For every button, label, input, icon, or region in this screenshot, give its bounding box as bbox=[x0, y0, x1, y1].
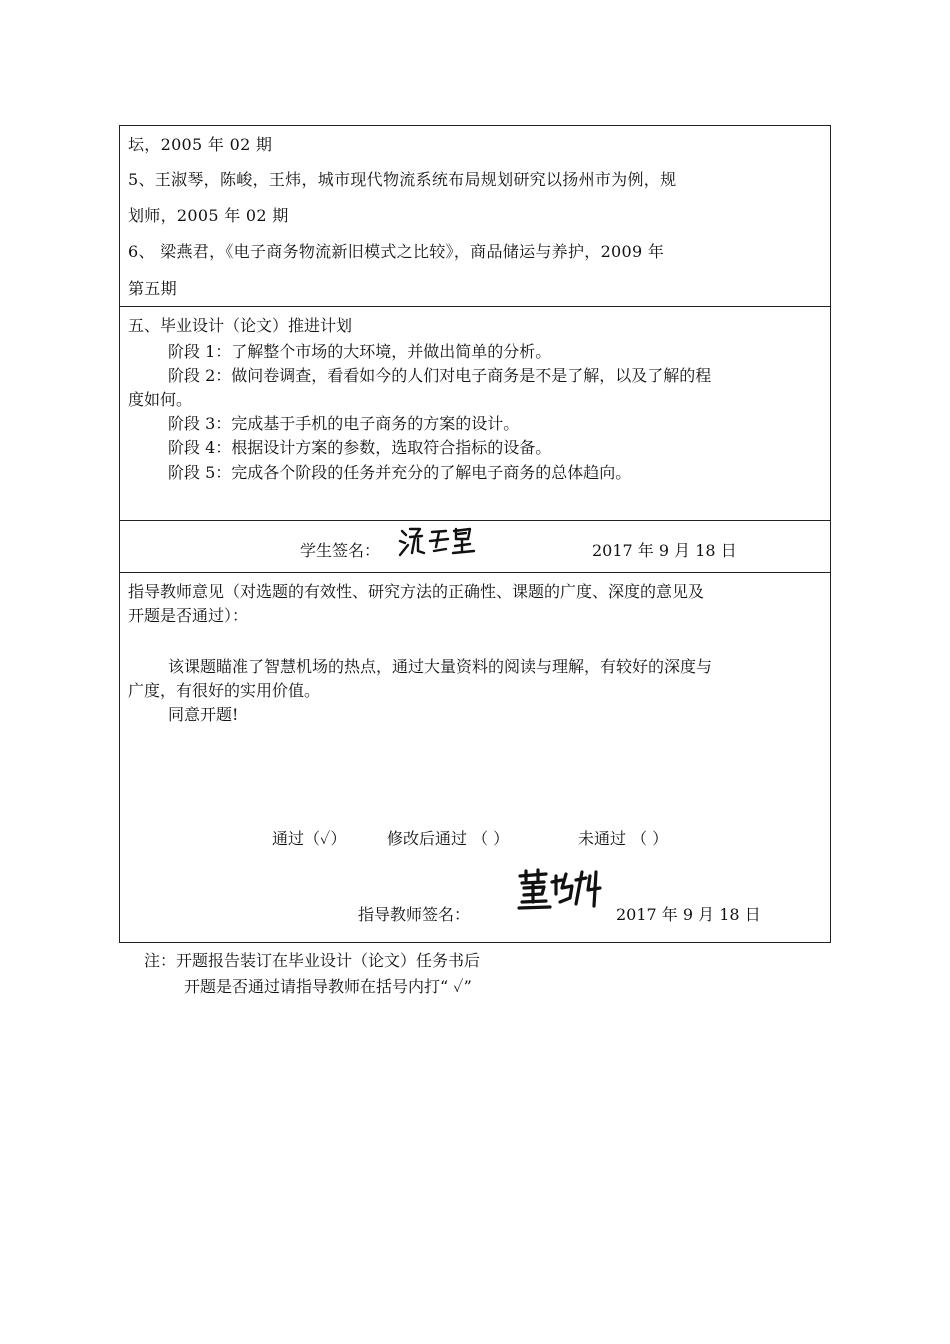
advisor-opinion-text: 广度，有很好的实用价值。 bbox=[128, 681, 321, 700]
plan-stage-line: 度如何。 bbox=[128, 390, 193, 409]
student-sign-label: 学生签名： bbox=[300, 541, 381, 560]
student-signature-image bbox=[396, 523, 480, 559]
advisor-opinion-text: 该课题瞄准了智慧机场的热点，通过大量资料的阅读与理解，有较好的深度与 bbox=[168, 657, 713, 676]
reference-line: 坛，2005 年 02 期 bbox=[128, 135, 273, 154]
advisor-signature-image bbox=[516, 868, 608, 912]
student-sign-date: 2017 年 9 月 18 日 bbox=[592, 541, 737, 560]
plan-stage-line: 阶段 4：根据设计方案的参数，选取符合指标的设备。 bbox=[168, 438, 552, 457]
references-section bbox=[120, 126, 830, 307]
footnote-line: 开题是否通过请指导教师在括号内打“ ✓” bbox=[184, 977, 472, 996]
advisor-sign-label: 指导教师签名： bbox=[358, 905, 471, 924]
advisor-prompt: 指导教师意见（对选题的有效性、研究方法的正确性、课题的广度、深度的意见及 bbox=[128, 582, 705, 601]
plan-section bbox=[120, 307, 830, 521]
option-revise: 修改后通过 （ ） bbox=[387, 829, 510, 848]
reference-line: 6、 梁燕君，《电子商务物流新旧模式之比较》，商品储运与养护，2009 年 bbox=[128, 242, 665, 261]
plan-stage-line: 阶段 2：做问卷调查，看看如今的人们对电子商务是不是了解，以及了解的程 bbox=[168, 366, 712, 385]
footnote-line: 注：开题报告装订在毕业设计（论文）任务书后 bbox=[144, 951, 481, 970]
report-form-table bbox=[119, 125, 831, 943]
plan-stage-line: 阶段 1：了解整个市场的大环境，并做出简单的分析。 bbox=[168, 342, 552, 361]
reference-line: 划师，2005 年 02 期 bbox=[128, 206, 289, 225]
option-fail: 未通过 （ ） bbox=[578, 829, 669, 848]
plan-heading: 五、毕业设计（论文）推进计划 bbox=[128, 316, 353, 335]
advisor-prompt: 开题是否通过）： bbox=[128, 606, 249, 625]
student-signature-row bbox=[120, 521, 830, 573]
option-pass: 通过（✓） bbox=[272, 829, 347, 848]
plan-stage-line: 阶段 5：完成各个阶段的任务并充分的了解电子商务的总体趋向。 bbox=[168, 463, 632, 482]
advisor-opinion-section bbox=[120, 573, 830, 944]
reference-line: 第五期 bbox=[128, 279, 177, 298]
reference-line: 5、王淑琴，陈峻，王炜，城市现代物流系统布局规划研究以扬州市为例，规 bbox=[128, 170, 677, 189]
advisor-sign-date: 2017 年 9 月 18 日 bbox=[616, 905, 761, 924]
plan-stage-line: 阶段 3：完成基于手机的电子商务的方案的设计。 bbox=[168, 414, 520, 433]
advisor-opinion-text: 同意开题! bbox=[168, 705, 239, 724]
